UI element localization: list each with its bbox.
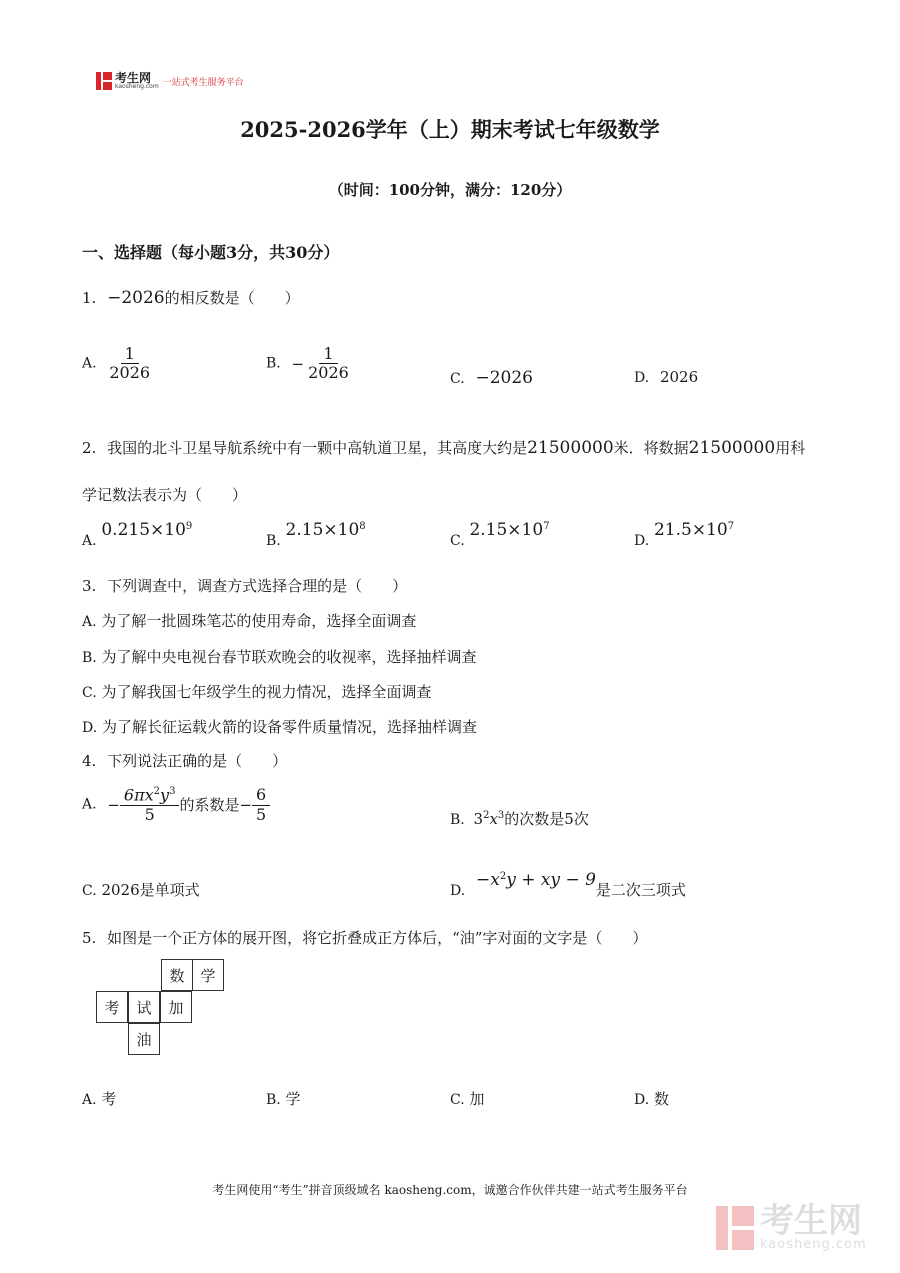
q1-expression: −2026	[107, 288, 165, 308]
question-number: 2.	[82, 439, 97, 457]
question-5: 5. 如图是一个正方体的展开图，将它折叠成正方体后，“油”字对面的文字是（ ）	[82, 929, 648, 947]
question-1	[82, 288, 300, 308]
q1-option-d[interactable]: D. 2026	[634, 368, 699, 386]
logo-name: 考生网	[115, 71, 152, 85]
q5-option-a[interactable]: A. 考	[82, 1090, 117, 1108]
question-4: 4. 下列说法正确的是（ ）	[82, 752, 288, 770]
q5-option-c[interactable]: C. 加	[450, 1090, 485, 1108]
watermark-name: 考生网	[760, 1201, 862, 1241]
page-title: 2025-2026学年（上）期末考试七年级数学	[240, 117, 660, 142]
q2-option-a[interactable]: A. $0.215\times 10^9$	[82, 520, 193, 549]
section-heading: 一、选择题（每小题3分，共30分）	[82, 243, 340, 262]
q3-option-a[interactable]: A. 为了解一批圆珠笔芯的使用寿命，选择全面调查	[82, 612, 417, 630]
logo-url: kaosheng.com	[115, 83, 159, 90]
q2-option-c[interactable]: C. $2.15\times 10^7$	[450, 520, 550, 549]
q1-option-a[interactable]: A. $\frac{1}{2026}$	[82, 344, 151, 383]
question-number: 5.	[82, 929, 97, 947]
q5-option-d[interactable]: D. 数	[634, 1090, 669, 1108]
net-cell-shi: 试	[128, 991, 160, 1023]
q1-option-c[interactable]: C. −2026	[450, 368, 533, 388]
net-cell-jia: 加	[160, 991, 192, 1023]
net-cell-shu: 数	[161, 959, 193, 991]
q2-line-2: 学记数法表示为（ ）	[82, 486, 248, 504]
question-number: 3.	[82, 577, 97, 595]
q4-option-a[interactable]: A. − $\frac{6\pi x^2y^3}{5}$ 的系数是− $\frac{6}{5}$	[82, 786, 270, 824]
q5-option-b[interactable]: B. 学	[266, 1090, 301, 1108]
q1-option-b[interactable]: B. − $\frac{1}{2026}$	[266, 344, 349, 383]
q4-option-d[interactable]: D. $-x^2y$ + xy − 9是二次三项式	[450, 870, 686, 899]
cube-net-figure	[96, 959, 226, 1055]
net-cell-you: 油	[128, 1023, 160, 1055]
q3-option-d[interactable]: D. 为了解长征运载火箭的设备零件质量情况，选择抽样调查	[82, 718, 477, 736]
q2-option-d[interactable]: D. $21.5\times 10^7$	[634, 520, 735, 549]
logo-slogan: 一站式考生服务平台	[162, 77, 244, 88]
net-cell-kao: 考	[96, 991, 128, 1023]
question-3: 3. 下列调查中，调查方式选择合理的是（ ）	[82, 577, 408, 595]
question-text: 的相反数是（ ）	[164, 289, 300, 307]
net-cell-xue: 学	[192, 959, 224, 991]
watermark-url: kaosheng.com	[760, 1237, 867, 1252]
q3-option-b[interactable]: B. 为了解中央电视台春节联欢晚会的收视率，选择抽样调查	[82, 648, 477, 666]
q4-option-c[interactable]: C. 2026是单项式	[82, 881, 200, 899]
watermark-logo-icon	[716, 1206, 754, 1250]
exam-info: （时间：100分钟，满分：120分）	[328, 181, 572, 199]
q2-option-b[interactable]: B. $2.15\times 10^8$	[266, 520, 366, 549]
watermark	[716, 1201, 867, 1252]
question-number: 1.	[82, 289, 97, 307]
logo-icon	[96, 72, 112, 90]
q4-option-b[interactable]: B. $3^2x^3$的次数是5次	[450, 810, 589, 828]
footer-text: 考生网使用“考生”拼音顶级域名 kaosheng.com，诚邀合作伙伴共建一站式考生服务平台	[212, 1183, 688, 1197]
header-logo[interactable]	[96, 72, 244, 90]
question-number: 4.	[82, 752, 97, 770]
question-2: 2. 我国的北斗卫星导航系统中有一颗中高轨道卫星，其高度大约是21500000米．将数据21500000用科	[82, 438, 806, 458]
q3-option-c[interactable]: C. 为了解我国七年级学生的视力情况，选择全面调查	[82, 683, 432, 701]
